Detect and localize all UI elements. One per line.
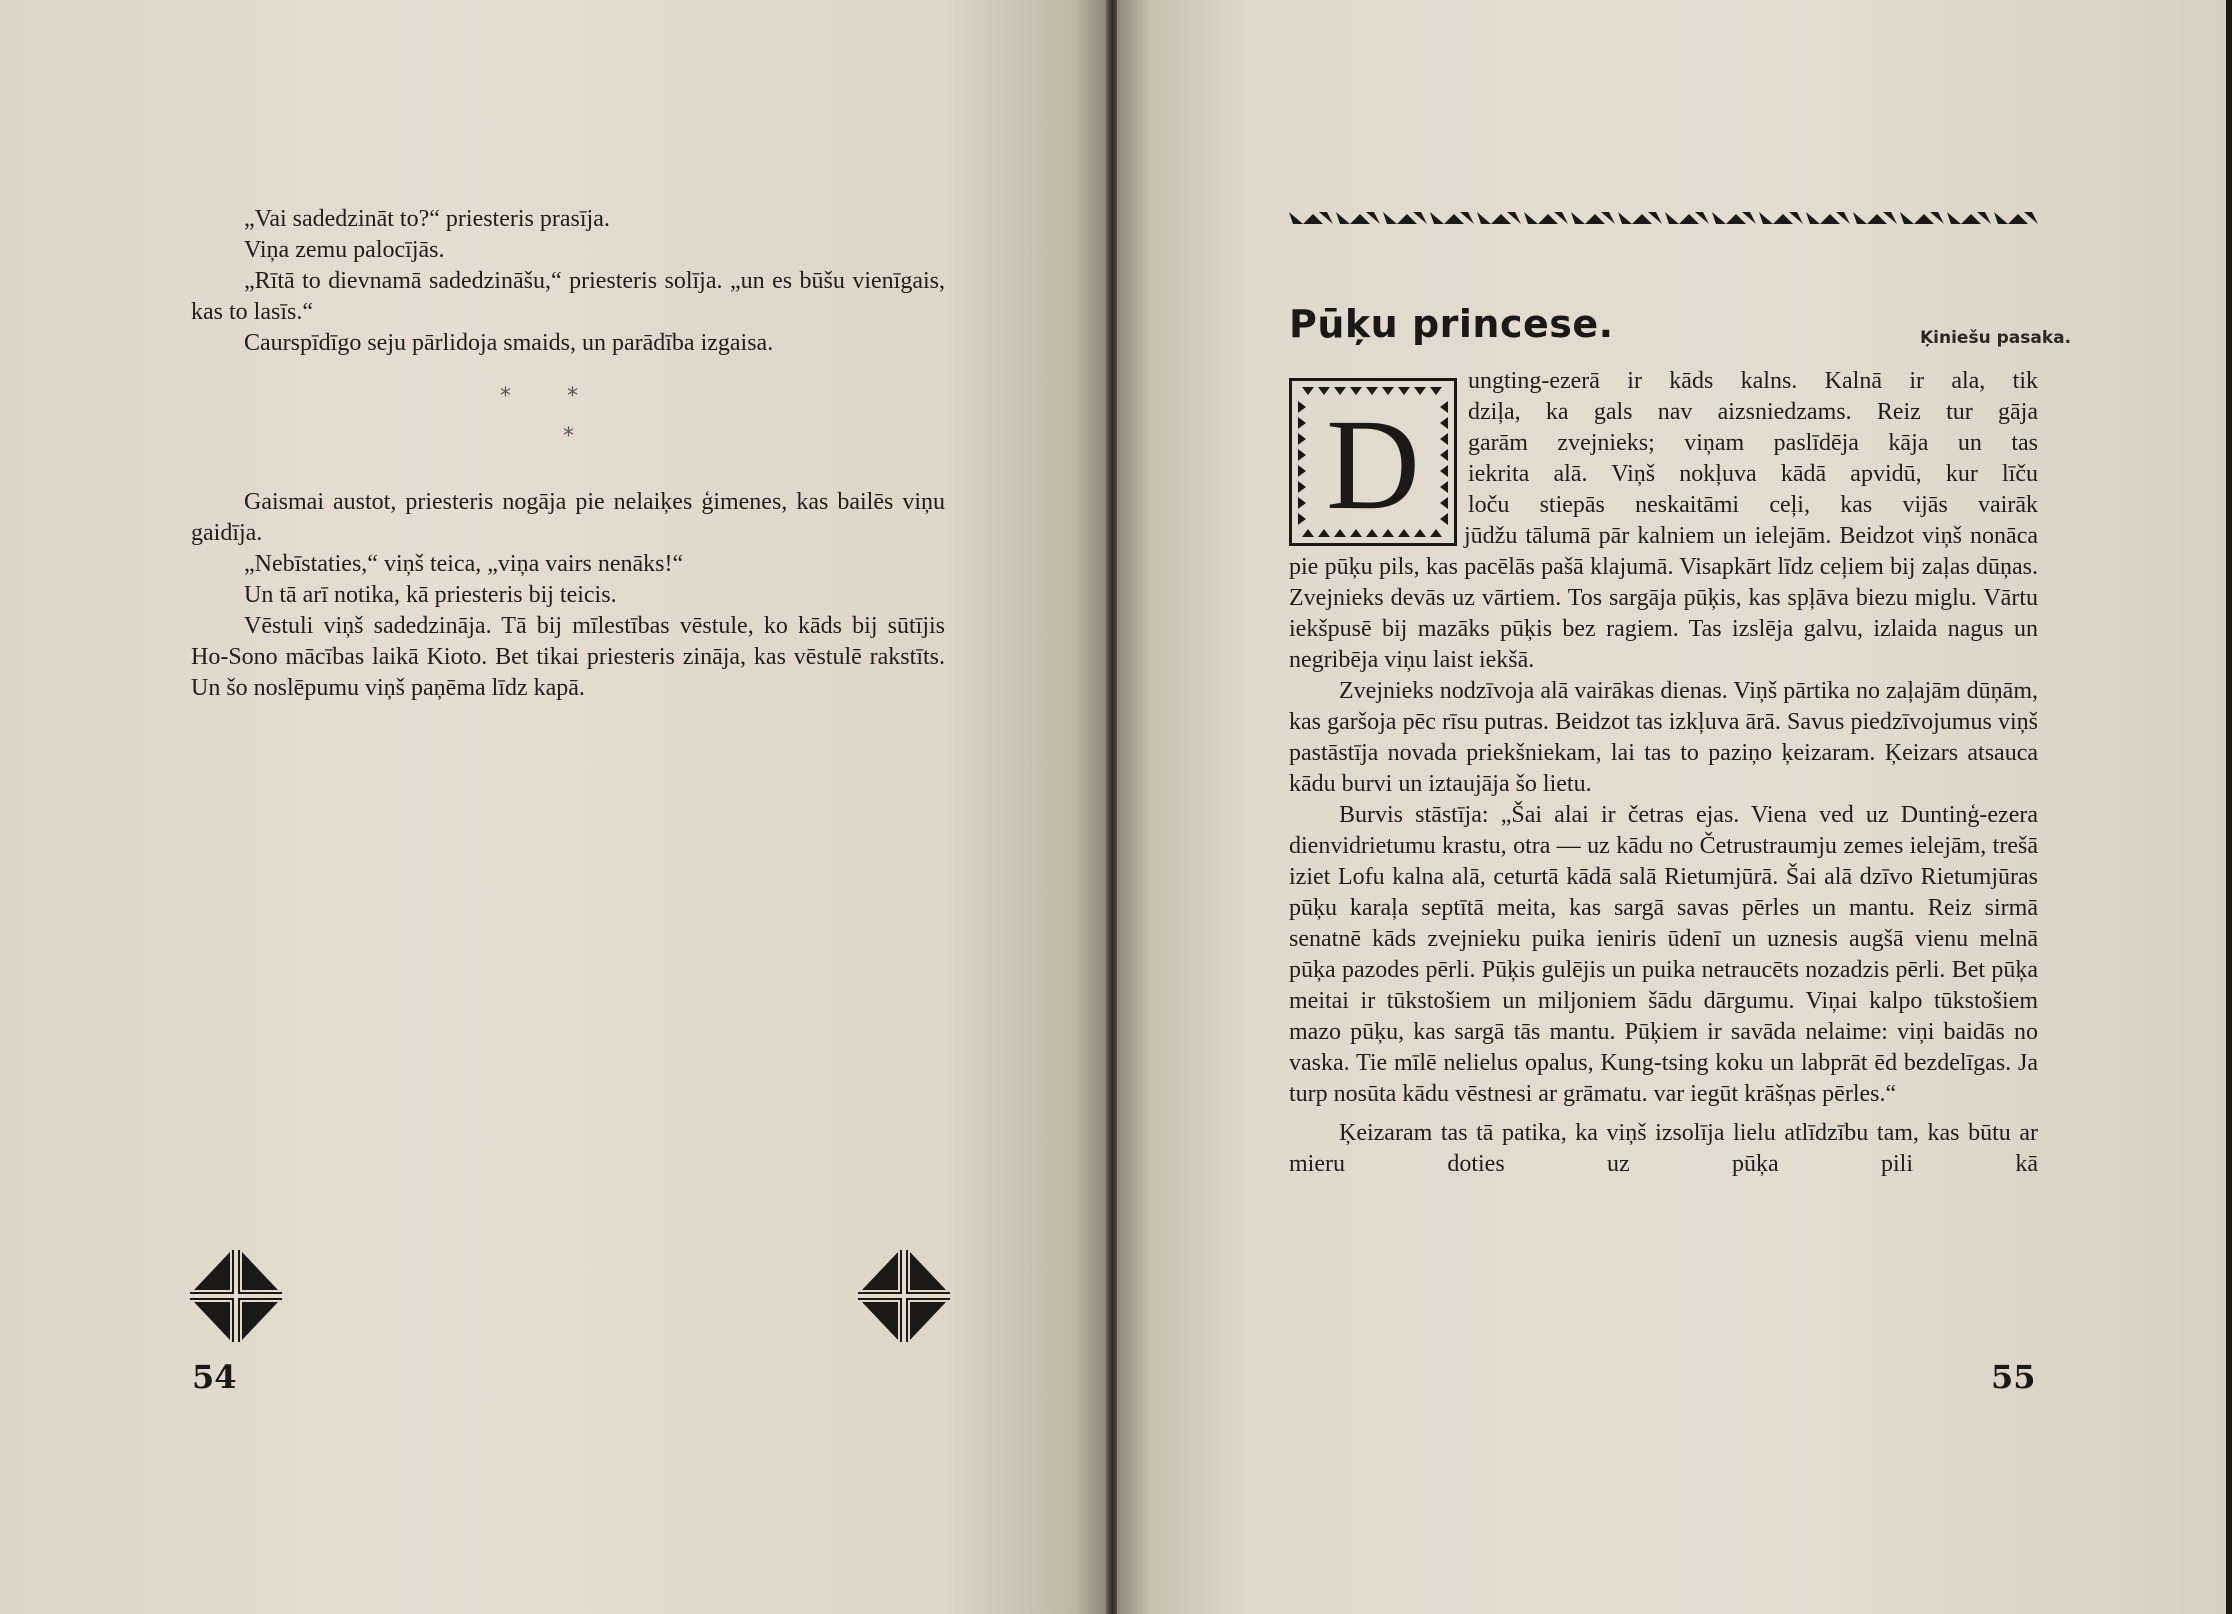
decorative-border-band <box>1289 208 2041 228</box>
band-triangle <box>1867 214 1887 224</box>
band-triangle <box>1679 214 1699 224</box>
band-chevron <box>1806 212 1820 224</box>
cross-ornament-icon <box>858 1250 950 1342</box>
band-triangle <box>1820 214 1840 224</box>
text-line: loču stiepās neskaitāmi ceļi, kas vijās vairāk <box>1468 492 2038 518</box>
band-triangle <box>1350 214 1370 224</box>
left-page <box>0 0 1108 1614</box>
paragraph: Un tā arī notika, kā priesteris bij teicis. <box>244 582 617 608</box>
band-triangle <box>1914 214 1934 224</box>
band-triangle <box>1397 214 1417 224</box>
band-chevron <box>1618 212 1632 224</box>
band-chevron <box>1947 212 1961 224</box>
cross-ornament-icon <box>190 1250 282 1342</box>
text-line: garām zvejnieks; viņam paslīdēja kāja un tas <box>1468 430 2038 456</box>
paragraph: Vēstuli viņš sadedzināja. Tā bij mīlestības vēstule, ko kāds bij sūtījis Ho-Sono mācības laikā Kioto. Bet tikai priesteris zināja, kas vēstulē rakstīts. Un šo noslēpumu viņš paņēma līdz kapā. <box>191 613 945 701</box>
band-chevron <box>1571 212 1585 224</box>
section-separator: * * <box>500 384 578 409</box>
text-line: dziļa, ka gals nav aizsniedzams. Reiz tur gāja <box>1468 399 2038 425</box>
paragraph: Burvis stāstīja: „Šai alai ir četras ejas. Viena ved uz Duntinģ-ezera dienvidrietumu krastu, otra — uz kādu no Četrustraumju zemes ielejām, trešā iziet Lofu kalna alā, ceturtā kādā salā Rietumjūrā. Šai alā dzīvo Rietumjūras pūķu karaļa septītā meita, kas sargā savas pērles un mantu. Reiz sirmā senatnē kāds zvejnieku puika ieniris ūdenī un uznesis augšā vienu melnā pūķa pazodes pērli. Pūķis gulējis un puika netraucēts nozadzis pērli. Bet pūķa meitai ir tūkstošiem un miljoniem šādu dārgumu. Viņai kalpo tūkstošiem mazo pūķu, kas sargā tās mantu. Pūķiem ir savāda nelaime: viņi baidās no vaska. Tie mīlē nelielus opalus, Kung-tsing koku un labprāt ēd bezdelīgas. Ja turp nosūta kādu vēstnesi ar grāmatu. var iegūt krāšņas pērles.“ <box>1289 802 2038 1107</box>
band-chevron <box>1853 212 1867 224</box>
story-title: Pūķu princese. <box>1289 302 1614 346</box>
paragraph: „Nebīstaties,“ viņš teica, „viņa vairs nenāks!“ <box>244 551 684 577</box>
band-chevron <box>1665 212 1679 224</box>
band-triangle <box>1726 214 1746 224</box>
paragraph: Zvejnieks nodzīvoja alā vairākas dienas. Viņš pārtika no zaļajām dūņām, kas garšoja pēc rīsu putras. Beidzot tas izkļuva ārā. Savus piedzīvojumus viņš pastāstīja novada priekšniekam, lai tas to paziņo ķeizaram. Ķeizars atsauca kādu burvi un iztaujāja šo lietu. <box>1289 678 2038 797</box>
band-triangle <box>1773 214 1793 224</box>
band-chevron <box>1900 212 1914 224</box>
left-text-top <box>191 204 945 359</box>
left-text-bottom <box>191 487 945 704</box>
band-triangle <box>1538 214 1558 224</box>
band-triangle <box>1961 214 1981 224</box>
band-triangle <box>1303 214 1323 224</box>
band-chevron <box>1524 212 1538 224</box>
band-chevron <box>1430 212 1444 224</box>
page-number: 55 <box>1991 1358 2036 1396</box>
story-subtitle: Ķiniešu pasaka. <box>1920 328 2072 348</box>
band-chevron <box>1994 212 2008 224</box>
band-triangle <box>2008 214 2028 224</box>
lead-text <box>1468 366 2038 521</box>
paragraph: „Vai sadedzināt to?“ priesteris prasīja. <box>244 206 610 232</box>
page-number: 54 <box>192 1358 237 1396</box>
paragraph: Viņa zemu palocījās. <box>244 237 445 263</box>
paragraph: Caurspīdīgo seju pārlidoja smaids, un parādība izgaisa. <box>244 330 774 356</box>
band-triangle <box>1585 214 1605 224</box>
band-chevron <box>1289 212 1303 224</box>
text-line: iekrita alā. Viņš nokļuva kādā apvidū, kur līču <box>1468 461 2038 487</box>
section-separator-bottom: * <box>563 424 574 449</box>
band-chevron <box>1383 212 1397 224</box>
paragraph: jūdžu tālumā pār kalniem un ielejām. Beidzot viņš nonāca pie pūķu pils, kas pacēlās pašā klajumā. Visapkārt līdz ceļiem bij zaļas dūņas. Zvejnieks devās uz vārtiem. Tos sargāja pūķis, kas spļāva biezu miglu. Vārtu iekšpusē bij mazāks pūķis bez ragiem. Tas izslēja galvu, izlaida nagus un negribēja viņu laist iekšā. <box>1289 523 2038 673</box>
text-line: ungting-ezerā ir kāds kalns. Kalnā ir ala, tik <box>1468 368 2038 394</box>
paragraph: Ķeizaram tas tā patika, ka viņš izsolīja lielu atlīdzību tam, kas būtu ar mieru doties uz pūķa pili kā <box>1289 1120 2038 1177</box>
band-chevron <box>1336 212 1350 224</box>
paragraph: Gaismai austot, priesteris nogāja pie nelaiķes ģimenes, kas bailēs viņu gaidīja. <box>191 489 945 546</box>
band-chevron <box>1712 212 1726 224</box>
band-triangle <box>1632 214 1652 224</box>
right-page <box>1117 0 2226 1614</box>
paragraph: „Rītā to dievnamā sadedzināšu,“ priesteris solīja. „un es būšu vienīgais, kas to lasīs.“ <box>191 268 945 325</box>
right-text-body <box>1289 521 2038 1180</box>
band-triangle <box>1444 214 1464 224</box>
initial-letter: D <box>1326 393 1420 537</box>
band-chevron <box>1477 212 1491 224</box>
band-chevron <box>1759 212 1773 224</box>
band-triangle <box>1491 214 1511 224</box>
